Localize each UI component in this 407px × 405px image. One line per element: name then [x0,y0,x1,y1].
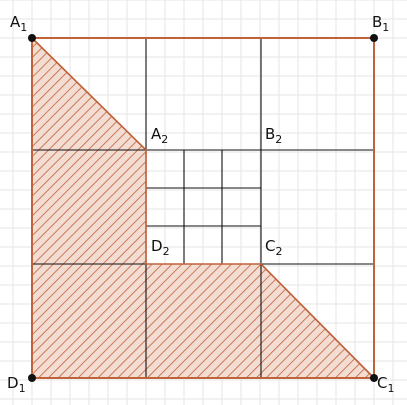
label-b2-letter: B [265,125,276,143]
point-a1 [28,34,36,42]
label-c2-letter: C [265,237,276,255]
label-b2 [265,125,282,146]
point-b1 [370,34,378,42]
label-b1 [372,13,389,34]
point-d1 [28,374,36,382]
label-a2-index: 2 [161,133,169,146]
label-b2-index: 2 [275,133,283,146]
label-b1-letter: B [372,13,383,31]
label-a1-letter: A [10,13,21,31]
label-c1-letter: C [377,374,388,392]
label-c1 [377,374,394,395]
label-d1-letter: D [7,374,19,392]
label-d1-index: 1 [18,382,26,395]
label-b1-index: 1 [382,21,390,34]
label-a2-letter: A [151,125,162,143]
label-a1-index: 1 [20,21,28,34]
label-a2 [151,125,168,146]
label-a1 [10,13,27,34]
label-c1-index: 1 [387,382,395,395]
label-d1 [7,374,26,395]
label-c2 [265,237,282,258]
label-d2-index: 2 [162,245,170,258]
label-d2-letter: D [151,237,163,255]
label-d2 [151,237,170,258]
label-c2-index: 2 [275,245,283,258]
